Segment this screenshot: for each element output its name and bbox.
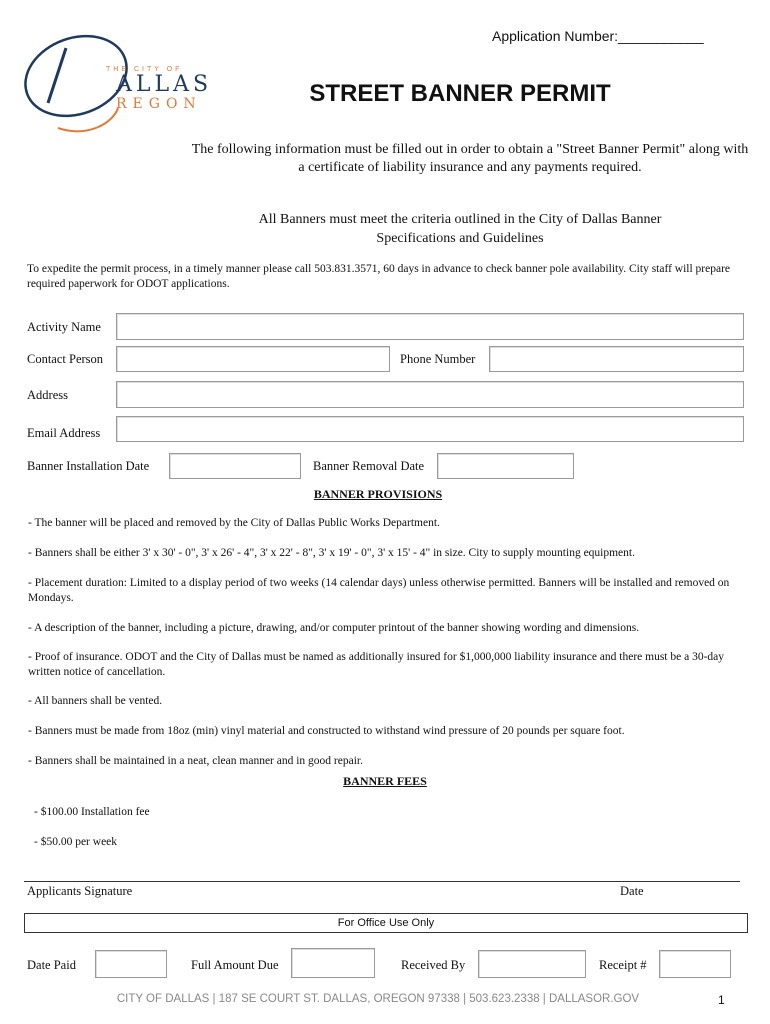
provision-item: - A description of the banner, including a picture, drawing, and/or computer printout of the banner showing wording and dimensions. <box>28 622 640 634</box>
expedite-text: To expedite the permit process, in a timely manner please call 503.831.3571, 60 days in advance to check banner pole availability. City staff will prepare required paperwork for ODOT applications. <box>27 263 731 290</box>
provision-item: - Placement duration: Limited to a display period of two weeks (14 calendar days) unless otherwise permitted. Banners will be installed and removed on Mondays. <box>28 577 730 604</box>
removal-date-field[interactable] <box>437 453 574 479</box>
activity-name-label: Activity Name <box>27 320 101 334</box>
provision-item: - Banners shall be maintained in a neat, clean manner and in good repair. <box>28 755 363 767</box>
address-label: Address <box>27 388 68 402</box>
address-field[interactable] <box>116 381 744 408</box>
full-amount-label: Full Amount Due <box>191 958 279 972</box>
provision-item: - The banner will be placed and removed by the City of Dallas Public Works Department. <box>28 517 440 529</box>
provision-item: - All banners shall be vented. <box>28 695 163 707</box>
signature-line[interactable] <box>24 881 740 882</box>
logo-small-line: THE CITY OF <box>106 66 183 73</box>
full-amount-field[interactable] <box>291 948 375 978</box>
fee-item: - $50.00 per week <box>34 836 118 848</box>
provision-item: - Banners shall be either 3' x 30' - 0", 3' x 26' - 4", 3' x 22' - 8", 3' x 19' - 0", 3' x 15' - 4" in size. City to supply mounting equipment. <box>28 547 635 559</box>
email-address-field[interactable] <box>116 416 744 442</box>
logo-dallas: ALLAS <box>116 72 213 97</box>
receipt-field[interactable] <box>659 950 731 978</box>
applicant-signature-label: Applicants Signature <box>27 884 133 898</box>
receipt-label: Receipt # <box>599 958 647 972</box>
provision-item: - Proof of insurance. ODOT and the City of Dallas must be named as additionally insured for $1,000,000 liability insurance and there must be a 30-day written notice of cancellation. <box>28 651 725 678</box>
date-paid-field[interactable] <box>95 950 167 978</box>
provisions-heading: BANNER PROVISIONS <box>313 487 443 501</box>
email-address-label: Email Address <box>27 426 101 440</box>
page-number: 1 <box>718 993 725 1007</box>
install-date-label: Banner Installation Date <box>27 459 150 473</box>
fee-item: - $100.00 Installation fee <box>34 806 150 818</box>
contact-person-field[interactable] <box>116 346 390 372</box>
activity-name-field[interactable] <box>116 313 744 340</box>
fees-heading: BANNER FEES <box>343 774 427 788</box>
intro-text: The following information must be filled out in order to obtain a "Street Banner Permit" along with a certificate of liability insurance and any payments required. <box>191 142 749 175</box>
phone-number-label: Phone Number <box>400 352 476 366</box>
footer-text: CITY OF DALLAS | 187 SE COURT ST. DALLAS, OREGON 97338 | 503.623.2338 | DALLASOR.GOV <box>116 993 640 1005</box>
office-use-heading: For Office Use Only <box>24 913 748 933</box>
provision-item: - Banners must be made from 18oz (min) vinyl material and constructed to withstand wind pressure of 20 pounds per square foot. <box>28 725 625 737</box>
criteria-text: All Banners must meet the criteria outlined in the City of Dallas Banner Specifications and Guidelines <box>258 212 662 246</box>
phone-number-field[interactable] <box>489 346 744 372</box>
contact-person-label: Contact Person <box>27 352 104 366</box>
install-date-field[interactable] <box>169 453 301 479</box>
received-by-field[interactable] <box>478 950 586 978</box>
signature-date-label: Date <box>620 884 644 898</box>
application-number: Application Number:___________ <box>492 28 704 44</box>
received-by-label: Received By <box>401 958 466 972</box>
removal-date-label: Banner Removal Date <box>313 459 425 473</box>
page-title: STREET BANNER PERMIT <box>309 80 611 107</box>
date-paid-label: Date Paid <box>27 958 76 972</box>
logo-oregon: REGON <box>116 96 202 112</box>
